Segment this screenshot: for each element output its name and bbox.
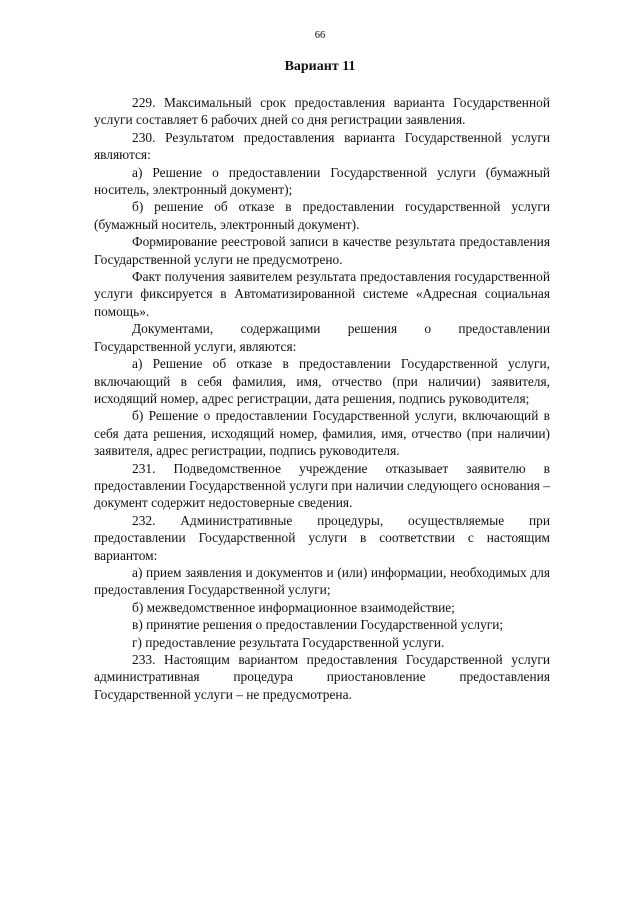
list-item: в) принятие решения о предоставлении Государственной услуги; <box>132 617 504 633</box>
page-number: 66 <box>314 30 326 41</box>
paragraph: Документами, содержащими решения о предоставлении Государственной услуги, являются: <box>94 321 550 354</box>
paragraph: Формирование реестровой записи в качестве результата предоставления Государственной услуги не предусмотрено. <box>94 234 550 267</box>
list-item: а) Решение о предоставлении Государственной услуги (бумажный носитель, электронный документ); <box>94 164 550 198</box>
paragraph: 230. Результатом предоставления варианта Государственной услуги являются: <box>94 129 550 163</box>
list-item: б) межведомственное информационное взаимодействие; <box>132 599 455 615</box>
paragraph: 231. Подведомственное учреждение отказывает заявителю в предоставлении Государственной услуги при наличии следующего основания – документ содержит недостоверные сведения. <box>94 460 550 511</box>
list-item: б) Решение о предоставлении Государственной услуги, включающий в себя дата решения, исходящий номер, фамилия, имя, отчество (при наличии) заявителя, адрес регистрации, подпись руководителя. <box>94 408 550 459</box>
paragraph: Факт получения заявителем результата предоставления государственной услуги фиксируется в Автоматизированной системе «Адресная социальная помощь». <box>94 269 550 319</box>
body-text <box>94 94 550 703</box>
list-item: а) Решение об отказе в предоставлении Государственной услуги, включающий в себя фамилия, имя, отчество (при наличии) заявителя, исходящий номер, адрес регистрации, дата решения, подпись руководителя; <box>94 356 550 406</box>
section-title: Вариант 11 <box>284 59 356 74</box>
paragraph: 233. Настоящим вариантом предоставления Государственной услуги административная процедура приостановление предоставления Государственной услуги – не предусмотрена. <box>94 652 550 702</box>
list-item: а) прием заявления и документов и (или) информации, необходимых для предоставления Государственной услуги; <box>94 564 550 598</box>
list-item: б) решение об отказе в предоставлении государственной услуги (бумажный носитель, электронный документ). <box>94 199 550 232</box>
paragraph: 232. Административные процедуры, осуществляемые при предоставлении Государственной услуги в соответствии с настоящим вариантом: <box>94 512 550 563</box>
paragraph: 229. Максимальный срок предоставления варианта Государственной услуги составляет 6 рабочих дней со дня регистрации заявления. <box>94 95 550 128</box>
list-item: г) предоставление результата Государственной услуги. <box>132 634 445 650</box>
